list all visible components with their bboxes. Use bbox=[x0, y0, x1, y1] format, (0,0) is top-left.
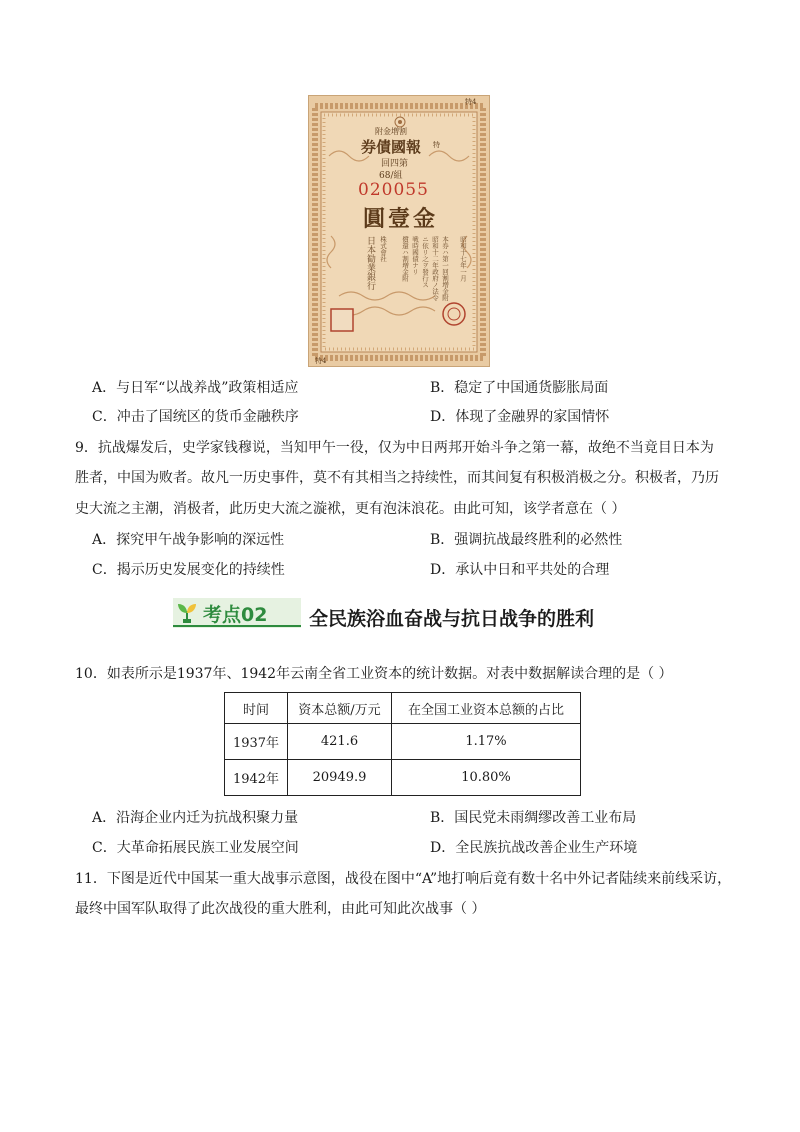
bond-header-kana: 特 bbox=[433, 141, 440, 149]
bond-denomination: 圓壹金 bbox=[363, 206, 439, 232]
sprout-icon bbox=[176, 601, 198, 625]
table-cell: 1.17% bbox=[392, 724, 581, 760]
table-cell: 1937年 bbox=[225, 724, 288, 760]
q9-option-d: D．承认中日和平共处的合理 bbox=[430, 562, 610, 578]
bond-vertical-text: 償還ハ割増金附 bbox=[401, 236, 409, 282]
table-header-cell: 时间 bbox=[225, 693, 288, 724]
section-badge-label: 考点02 bbox=[203, 604, 268, 626]
q8-option-a: A．与日军“以战养战”政策相适应 bbox=[92, 380, 299, 396]
table-cell: 421.6 bbox=[288, 724, 392, 760]
bond-vertical-text: 株式會社 bbox=[379, 236, 387, 262]
q9-stem-line: 史大流之主潮，消极者，此历史大流之漩袱，更有泡沫浪花。由此可知，该学者意在（ ） bbox=[75, 501, 626, 517]
q9-option-a: A．探究甲午战争影响的深远性 bbox=[92, 532, 285, 548]
q10-stem: 10．如表所示是1937年、1942年云南全省工业资本的统计数据。对表中数据解读合理的是（ ） bbox=[75, 666, 673, 682]
table-header-row bbox=[225, 693, 581, 724]
q8-option-c: C．冲击了国统区的货币金融秩序 bbox=[92, 409, 299, 425]
bond-header-small: 附金増割 bbox=[375, 127, 407, 136]
q9-option-c: C．揭示历史发展变化的持续性 bbox=[92, 562, 285, 578]
table-header-cell: 资本总额/万元 bbox=[288, 693, 392, 724]
industrial-capital-table bbox=[224, 692, 581, 796]
table-row bbox=[225, 724, 581, 760]
q10-option-b: B．国民党未雨绸缪改善工业布局 bbox=[430, 810, 637, 826]
table-cell: 20949.9 bbox=[288, 760, 392, 796]
section-title: 全民族浴血奋战与抗日战争的胜利 bbox=[309, 608, 595, 630]
bond-vertical-text: 昭和十二年政府ノ法令 bbox=[431, 236, 439, 301]
table-cell: 1942年 bbox=[225, 760, 288, 796]
table-cell: 10.80% bbox=[392, 760, 581, 796]
bond-serial-number: 020055 bbox=[358, 180, 429, 200]
q11-stem-line: 最终中国军队取得了此次战役的重大胜利，由此可知此次战事（ ） bbox=[75, 901, 486, 917]
q8-option-d: D．体现了金融界的家国情怀 bbox=[430, 409, 610, 425]
bond-vertical-text: 本券ハ第一回割増金附 bbox=[441, 236, 449, 301]
bond-corner-mark-bottom: 特4 bbox=[315, 357, 327, 365]
q9-option-b: B．强调抗战最终胜利的必然性 bbox=[430, 532, 623, 548]
bond-group: 68/組 bbox=[379, 171, 403, 181]
section-badge bbox=[173, 598, 301, 628]
q11-stem-line: 11．下图是近代中国某一重大战事示意图，战役在图中“A”地打响后竟有数十名中外记者陆续来前线采访， bbox=[75, 871, 732, 887]
bond-vertical-text: ニ依リ之ヲ發行ス bbox=[421, 236, 429, 288]
table-row bbox=[225, 760, 581, 796]
q10-option-a: A．沿海企业内迁为抗战积聚力量 bbox=[92, 810, 299, 826]
bond-vertical-text: 戦時國債ナリ bbox=[411, 236, 419, 275]
table-header-cell: 在全国工业资本总额的占比 bbox=[392, 693, 581, 724]
q10-option-d: D．全民族抗战改善企业生产环境 bbox=[430, 840, 638, 856]
war-bond-image bbox=[308, 95, 490, 367]
bond-header-big: 券債國報 bbox=[361, 138, 422, 156]
q8-option-b: B．稳定了中国通货膨胀局面 bbox=[430, 380, 609, 396]
bond-vertical-text: 昭和十七年一月 bbox=[459, 236, 467, 282]
q9-stem-line: 胜者，中国为败者。故凡一历史事件，莫不有其相当之持续性，而其间复有积极消极之分。积极者，乃历 bbox=[75, 470, 719, 486]
q9-stem-line: 9．抗战爆发后，史学家钱穆说，当知甲午一役，仅为中日两邦开始斗争之第一幕，故绝不当竟目日本为 bbox=[75, 440, 714, 456]
q10-option-c: C．大革命拓展民族工业发展空间 bbox=[92, 840, 299, 856]
bond-series: 回四第 bbox=[381, 159, 409, 169]
bond-corner-mark: 特4 bbox=[465, 98, 477, 106]
bond-bank-name: 日本勧業銀行 bbox=[365, 236, 375, 290]
